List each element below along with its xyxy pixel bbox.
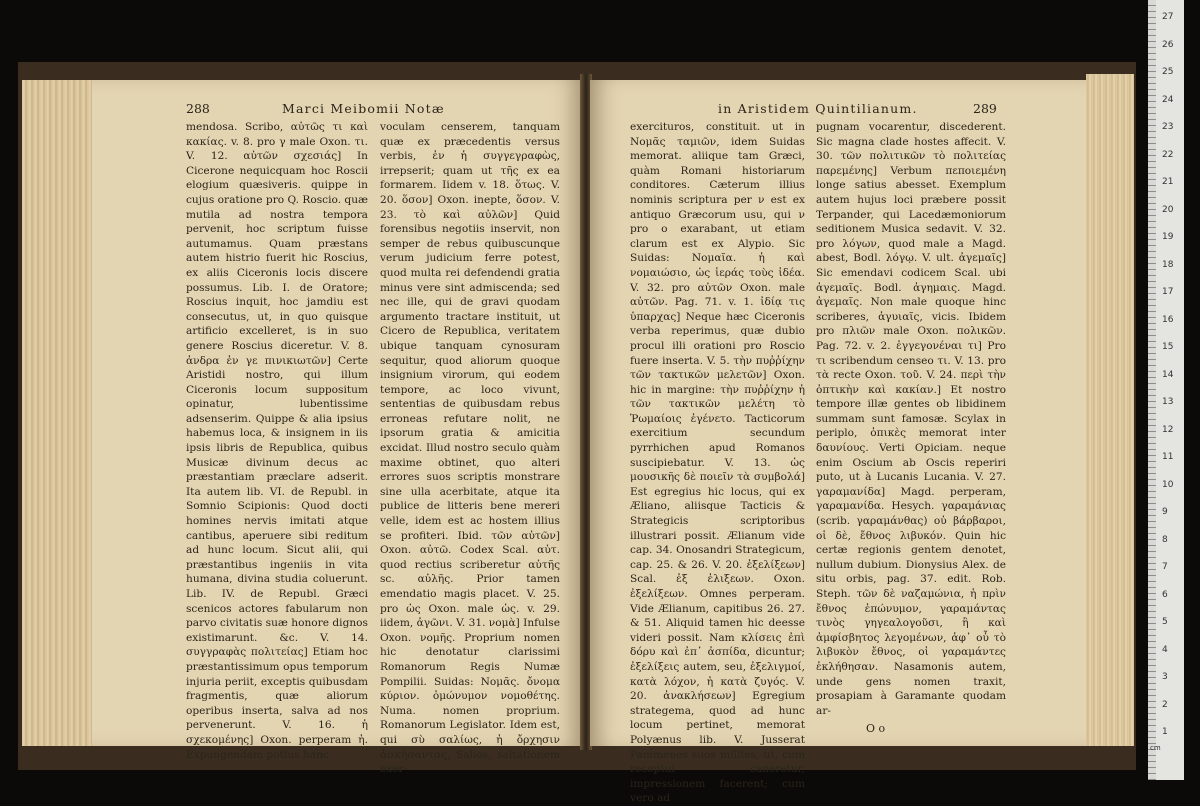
ruler-tick-label: 2 [1162, 699, 1168, 710]
ruler-tick-label: 10 [1162, 479, 1174, 490]
signature-mark: O o [866, 722, 886, 735]
left-column-1-text: mendosa. Scribo, αὐτῶς τι καὶ κακίας. v. 8. pro γ male Oxon. τι. V. 12. αὐτῶν σχεσιάς] In Cicerone nequicquam hoc Roscii elogium quæsiveris. quippe in cujus oratione pro Q. Roscio. quæ mutila ad nostra tempora pervenit, hoc scriptum fuisse autumamus. Quam præstans autem histrio fuerit hic Roscius, ex aliis Ciceronis locis discere possumus. Lib. I. de Oratore; Roscius inquit, hoc jamdiu est consecutus, ut, in quo quisque artificio excelleret, is in suo genere Roscius diceretur. V. 8. ἀνδρα ἐν γε πινικιωτῶν] Certe Aristidi nostro, qui illum Ciceronis locum suppositum opinatur, lubentissime adsenserim. Quippe & alia ipsius habemus loca, & insignem in iis ipsis libris de Republica, quibus Musicæ divinum decus ac præstantiam præclare adserit. Ita autem lib. VI. de Republ. in Somnio Scipionis: Quod docti homines nervis imitati atque cantibus, aperuere sibi reditum ad hunc locum. Sicut alii, qui præstantibus ingeniis in vita humana, divina studia coluerunt. Lib. IV. de Republ. Græci scenicos actores fabularum non parvo civitatis suæ honore dignos existimarunt. &c. V. 14. συγγραφὰς πολιτείας] Etiam hoc præstantissimum opus temporum injuria periit, exceptis quibusdam fragmentis, quæ aliorum operibus inserta, salva ad nos pervenerunt. V. 16. ἡ σχεκομένης] Oxon. perperam ἡ. Expungendam potius hanc [186, 121, 368, 761]
ruler-tick-label: 27 [1162, 12, 1174, 22]
ruler-unit-label: cm [1150, 744, 1161, 752]
ruler-tick-label: 13 [1162, 397, 1174, 407]
ruler-tick-label: 9 [1162, 507, 1168, 517]
left-page [92, 80, 582, 776]
ruler-tick-label: 3 [1162, 672, 1168, 682]
right-page-header [590, 100, 1086, 118]
ruler-tick-label: 1 [1162, 727, 1168, 737]
left-page-number: 288 [186, 101, 210, 116]
left-column-2 [380, 120, 561, 776]
left-page-header [92, 100, 582, 118]
right-page [590, 80, 1086, 805]
left-page-edges [22, 80, 94, 746]
ruler-tick-label: 4 [1162, 644, 1168, 655]
ruler-tick-label: 14 [1162, 369, 1174, 380]
ruler-face [1156, 0, 1184, 780]
right-column-1 [630, 120, 805, 805]
ruler-tick-label: 15 [1162, 342, 1174, 352]
ruler-tick-label: 22 [1162, 149, 1174, 160]
right-page-edges [1086, 74, 1134, 746]
ruler-tick-label: 17 [1162, 287, 1174, 297]
left-running-head: Marci Meibomii Notæ [282, 101, 445, 116]
ruler-tick-label: 25 [1162, 67, 1174, 77]
ruler-tick-label: 24 [1162, 94, 1174, 105]
ruler-tick-label: 23 [1162, 122, 1174, 132]
left-column-2-text: voculam censerem, tanquam quæ ex præcedentis versus verbis, ἐν ἡ συγγεγραφὼς, irrepserit; quam ut τῆς ex ea formarem. Iidem v. 18. ὅτως. V. 20. ὅσον] Oxon. inepte, ὅσον. V. 23. τὸ καὶ αὐλῶν] Quid forensibus negotiis inservit, non semper de rebus quibuscunque verum judicium ferre potest, quod multa rei defendendi gratia minus vere sint admiscenda; sed nec ille, qui de gravi quodam argumento tractare instituit, ut Cicero de Republica, veritatem ubique tanquam cynosuram sequitur, quod aliorum quoque insignium virorum, qui eodem tempore, ac loco vivunt, sententias de quibusdam rebus erroneas refutare nolit, ne ipsorum gratia & amicitia excidat. Illud nostro seculo quàm maxime obtinet, quo alteri errores suos scriptis monstrare sine ulla acerbitate, atque ita publice de litteris bene mereri velle, idem est ac hostem illius se profiteri. Ibid. τῶν αὐτῶν] Oxon. αὐτῶ. Codex Scal. αὐτ. quod rectius scriberetur αὐτῆς sc. αὐλῆς. Prior tamen emendatio magis placet. V. 25. pro ὡς Oxon. male ὡς. v. 29. iidem, ἀγῶνι. V. 31. νομὰ] Infulse Oxon. νομῆς. Proprium nomen hic denotatur clarissimi Romanorum Regis Numæ Pompilii. Suidas: Νομᾶς. ὄνομα κύριον. ὁμώνυμον νομοθέτης. Numa. nomen proprium. Romanorum Legislator. Idem est, qui σὺ σαλίως, ἡ ὄρχησιν ἀσκήσαντας, Salios, saltationem exer- [380, 121, 561, 776]
ruler-tick-label: 16 [1162, 314, 1174, 325]
ruler-tick-label: 12 [1162, 424, 1174, 435]
ruler-tick-label: 18 [1162, 259, 1174, 270]
right-column-1-text: exercituros, constituit. ut in Νομᾶς ταμιῶν, idem Suidas memorat. aliique tam Græci, quàm Romani historiarum conditores. Cæterum illius nominis scriptura per ν est ex antiquo Græcorum usu, qui ν pro ο exarabant, ut etiam clarum est ex Alypio. Sic Suidas: Νομαῖα. ἡ καὶ νομαιώσιο, ὡς ἱεράς τοὺς ἱδέα. V. 32. pro αὐτῶν Oxon. male αὐτῶν. Pag. 71. v. 1. ἰδίᾳ τις ὑπαρχας] Neque hæc Ciceronis verba reperimus, quæ dubio procul illi orationi pro Roscio fuere inserta. V. 5. τὴν πυῤῥίχην τῶν τακτικῶν μελετῶν] Oxon. hic in margine: τὴν πυῤῥίχην ἡ τῶν τακτικῶν μελέτη τὸ Ῥωμαίοις ἐγένετο. Tacticorum exercitium secundum pyrrhichen apud Romanos suscipiebatur. V. 13. ὡς μουσικῆς δὲ ποιεῖν τὰ συμβολά] Est egregius hic locus, qui ex Æliano, aliisque Tacticis & Strategicis scriptoribus illustrari possit. Ælianum vide cap. 34. Onosandri Strategicum, cap. 25. & 26. V. 20. ἐξελίξεων] Scal. ἐξ ἐλιξεων. Oxon. ἐξελίξεων. Omnes perperam. Vide Ælianum, capitibus 26. 27. & 51. Aliquid tamen hic deesse videri possit. Nam κλίσεις ἐπὶ δόρυ καὶ ἐπ᾽ ἀσπίδα, dicuntur; ἐξελίξεις autem, seu, ἐξελιγμοί, κατὰ λόχον, ἡ κατὰ ζυγός. V. 20. ἀνακλήσεων] Egregium strategema, quod ad hunc locum pertinet, memorat Polyænus lib. V. Jusserat Pammenes suos milites, ut, cum receptui caneretur, impressionem facerent; cum vero ad [630, 121, 805, 805]
ruler-tick-label: 19 [1162, 232, 1174, 242]
ruler-tick-label: 21 [1162, 177, 1174, 187]
left-column-1 [186, 120, 368, 761]
right-running-head: in Aristidem Quintilianum. [718, 101, 918, 116]
ruler-tick-label: 20 [1162, 204, 1174, 215]
right-column-2-text: pugnam vocarentur, discederent. Sic magna clade hostes affecit. V. 30. τῶν πολιτικῶν τὸ πολιτείας παρεμένης] Verbum πεποιεμένη longe satius abesset. Exemplum autem hujus loci præbere possit Terpander, qui Lacedæmoniorum seditionem Musica sedavit. V. 32. pro λόγων, quod male a Magd. abest, Bodl. λόγῳ. V. ult. ἀγεμαῖς] Sic emendavi codicem Scal. ubi ἀγεμαῖς. Bodl. ἀγημαις. Magd. ἀγεμαῖς. Non male quoque hinc scriberes, ἀγυιαῖς, vicis. Ibidem pro πλιῶν male Oxon. πολικῶν. Pag. 72. v. 2. ἐγγεγονέναι τι] Pro τι scribendum censeo τι. V. 13. pro τὰ recte Oxon. τοῦ. V. 24. περὶ τὴν ὀπτικὴν καὶ κακίαν.] Et nostro tempore illæ gentes ob libidinem summam sunt famosæ. Scylax in periplo, ὀπικὲς memorat inter δαυνίους. Verti Opiciam. neque enim Oscium ab Oscis reperiri puto, ut à Lucanis Lucania. V. 27. γαραμανίδα] Magd. perperam, γαραμανίδα. Hesych. γαραμάνιας (scrib. γαραμάνθας) οὐ βάρβαροι, οἱ δὲ, ἔθνος λιβυκόν. Quin hic certæ regionis gentem denotet, nullum dubium. Dionysius Alex. de situ orbis, pag. 37. edit. Rob. Steph. τῶν δὲ ναζαμώνια, ἡ πρὶν ἔθνος ἐπώνυμον, γαραμάντας τινὸς γηγεαλογοῦσι, ἢ καὶ ἀμφίσβητος λεγομένων, ἀφ᾽ οὗ τὸ λιβυκὸν ἔθνος, οἱ γαραμάντες ἐκλήθησαν. Nasamonis autem, unde gens nomen traxit, prosapiam à Garamante quodam ar- [816, 121, 1006, 717]
ruler-tick-label: 7 [1162, 562, 1168, 572]
ruler-tick-label: 26 [1162, 39, 1174, 50]
ruler-tick-label: 8 [1162, 534, 1168, 545]
ruler-tick-label: 11 [1162, 452, 1174, 462]
ruler-tick-label: 5 [1162, 617, 1168, 627]
measurement-ruler [1148, 0, 1184, 780]
ruler-tick-label: 6 [1162, 589, 1168, 600]
right-page-number: 289 [973, 101, 997, 116]
right-column-2 [816, 120, 1006, 732]
